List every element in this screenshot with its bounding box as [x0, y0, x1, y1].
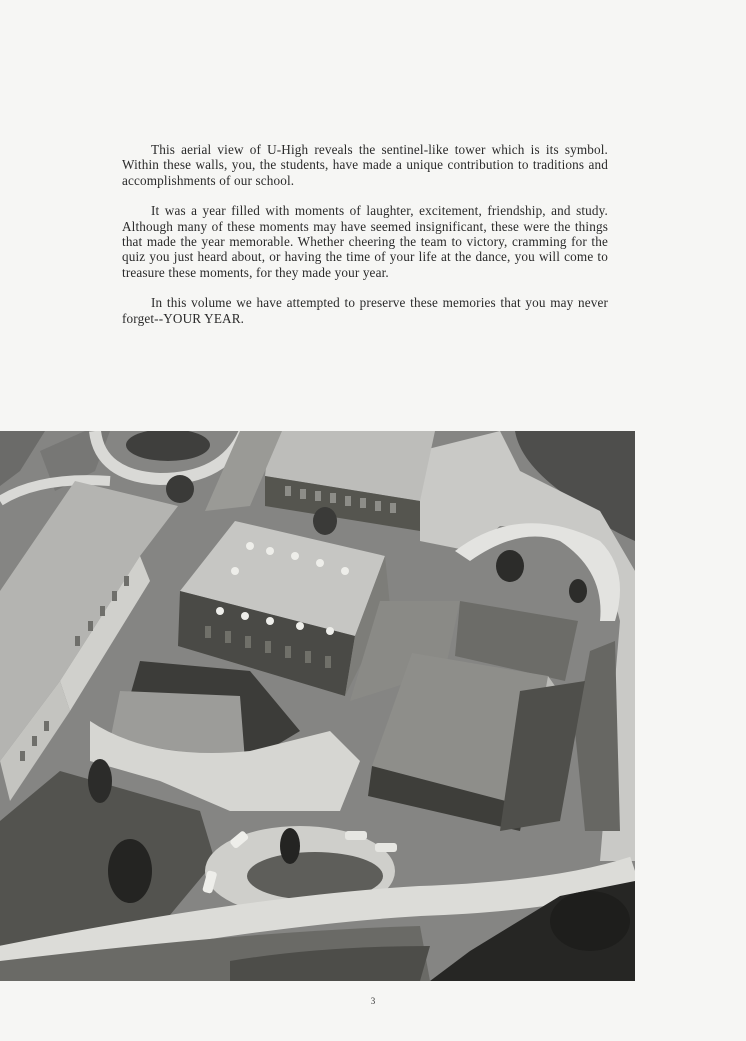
- paragraph-3: In this volume we have attempted to preserve these memories that you may never forget--YOUR YEAR.: [122, 295, 608, 326]
- paragraph-1: This aerial view of U-High reveals the sentinel-like tower which is its symbol. Within these walls, you, the students, have made a unique contribution to traditions and accomplishments of our school.: [122, 142, 608, 188]
- page-number: 3: [370, 996, 376, 1006]
- aerial-photo-illustration: [0, 431, 635, 981]
- paragraph-2: It was a year filled with moments of laughter, excitement, friendship, and study. Although many of these moments may have seemed insignificant, these were the things that made the year memorable. Whether cheering the team to victory, cramming for the quiz you just heard about, or having the time of your life at the dance, you will come to treasure these moments, for they made your year.: [122, 203, 608, 280]
- aerial-photo-of-school: [0, 431, 635, 981]
- intro-text: [122, 142, 608, 341]
